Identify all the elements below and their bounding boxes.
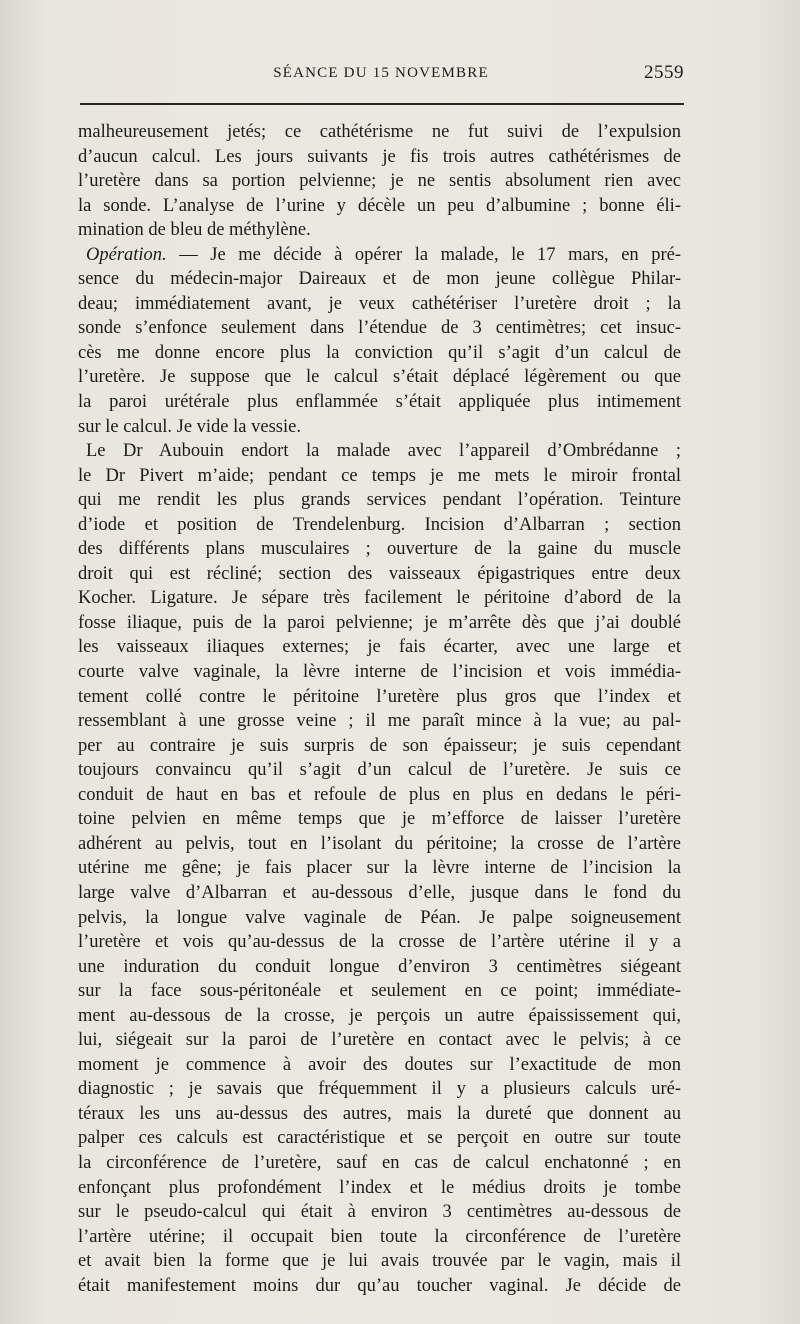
line-text: l’artère utérine; il occupait bien toute la circonférence de l’uretère (78, 1226, 681, 1247)
line-text: sonde s’enfonce seulement dans l’étendue de 3 centimètres; cet insuc- (78, 318, 681, 339)
text-line (78, 243, 681, 268)
line-text: per au contraire je suis surpris de son épaisseur; je suis cependant (78, 735, 681, 756)
line-text: — Je me décide à opérer la malade, le 17 mars, en pré- (166, 244, 681, 265)
line-text: ressemblant à une grosse veine ; il me paraît mince à la vue; au pal- (78, 711, 681, 732)
text-line (78, 635, 681, 660)
line-text: lui, siégeait sur la paroi de l’uretère en contact avec le pelvis; à ce (78, 1030, 681, 1051)
text-line (78, 267, 681, 292)
text-line (78, 1200, 681, 1225)
text-line (78, 955, 681, 980)
line-text: sur le calcul. Je vide la vessie. (78, 416, 301, 437)
line-text: mination de bleu de méthylène. (78, 220, 311, 241)
text-line (78, 832, 681, 857)
line-text: et avait bien la forme que je lui avais trouvée par le vagin, mais il (78, 1251, 681, 1272)
text-line (78, 1249, 681, 1274)
text-line (78, 1126, 681, 1151)
line-text: la circonférence de l’uretère, sauf en cas de calcul enchatonné ; en (78, 1152, 681, 1173)
running-head (78, 62, 684, 88)
text-line (78, 930, 681, 955)
text-line (78, 365, 681, 390)
line-text: droit qui est récliné; section des vaisseaux épigastriques entre deux (78, 563, 681, 584)
line-text: était manifestement moins dur qu’au toucher vaginal. Je décide de (78, 1275, 681, 1296)
text-line (78, 856, 681, 881)
line-text: sur le pseudo-calcul qui était à environ 3 centimètres au-dessous de (78, 1202, 681, 1223)
text-line (78, 611, 681, 636)
line-text: la sonde. L’analyse de l’urine y décèle un peu d’albumine ; bonne éli- (78, 195, 681, 216)
header-rule (80, 103, 684, 105)
line-text: l’uretère. Je suppose que le calcul s’était déplacé légèrement ou que (78, 367, 681, 388)
line-text: large valve d’Albarran et au-dessous d’elle, jusque dans le fond du (78, 882, 681, 903)
body-text (78, 120, 681, 1298)
section-lead: Opération. (86, 244, 167, 265)
line-text: téraux les uns au-dessus des autres, mais la dureté que donnent au (78, 1103, 681, 1124)
text-line (78, 439, 681, 464)
line-text: pelvis, la longue valve vaginale de Péan. Je palpe soigneusement (78, 907, 681, 928)
line-text: l’uretère dans sa portion pelvienne; je ne sentis absolument rien avec (78, 171, 681, 192)
text-line (78, 734, 681, 759)
text-line (78, 1176, 681, 1201)
text-line (78, 685, 681, 710)
text-line (78, 316, 681, 341)
text-line (78, 341, 681, 366)
line-text: deau; immédiatement avant, je veux cathétériser l’uretère droit ; la (78, 293, 681, 314)
line-text: moment je commence à avoir des doutes sur l’exactitude de mon (78, 1054, 681, 1075)
text-line (78, 390, 681, 415)
text-line (78, 709, 681, 734)
text-line (78, 292, 681, 317)
text-line (78, 979, 681, 1004)
line-text: utérine me gêne; je fais placer sur la lèvre interne de l’incision la (78, 858, 681, 879)
text-line (78, 1004, 681, 1029)
line-text: cès me donne encore plus la conviction qu’il s’agit d’un calcul de (78, 342, 681, 363)
text-line (78, 660, 681, 685)
text-line (78, 464, 681, 489)
line-text: toujours convaincu qu’il s’agit d’un calcul de l’uretère. Je suis ce (78, 760, 681, 781)
line-text: Le Dr Aubouin endort la malade avec l’appareil d’Ombrédanne ; (86, 441, 681, 462)
line-text: les vaisseaux iliaques externes; je fais écarter, avec une large et (78, 637, 681, 658)
text-line (78, 1102, 681, 1127)
line-text: enfonçant plus profondément l’index et le médius droits je tombe (78, 1177, 681, 1198)
text-line (78, 194, 681, 219)
text-line (78, 1053, 681, 1078)
line-text: la paroi urétérale plus enflammée s’était appliquée plus intimement (78, 392, 681, 413)
page-number: 2559 (644, 62, 684, 83)
line-text: palper ces calculs est caractéristique et se perçoit en outre sur toute (78, 1128, 681, 1149)
text-line (78, 562, 681, 587)
line-text: une induration du conduit longue d’environ 3 centimètres siégeant (78, 956, 681, 977)
text-line (78, 807, 681, 832)
text-line (78, 906, 681, 931)
line-text: conduit de haut en bas et refoule de plus en plus en dedans le péri- (78, 784, 681, 805)
text-line (78, 881, 681, 906)
text-line (78, 488, 681, 513)
text-line (78, 586, 681, 611)
line-text: ment au-dessous de la crosse, je perçois un autre épaississement qui, (78, 1005, 681, 1026)
line-text: le Dr Pivert m’aide; pendant ce temps je me mets le miroir frontal (78, 465, 681, 486)
text-line (78, 120, 681, 145)
line-text: toine pelvien en même temps que je m’efforce de laisser l’uretère (78, 809, 681, 830)
text-line (78, 218, 681, 243)
text-line (78, 1225, 681, 1250)
text-line (78, 1151, 681, 1176)
text-line (78, 758, 681, 783)
text-line (78, 1077, 681, 1102)
line-text: qui me rendit les plus grands services pendant l’opération. Teinture (78, 490, 681, 511)
text-line (78, 1274, 681, 1299)
text-line (78, 145, 681, 170)
line-text: d’iode et position de Trendelenburg. Incision d’Albarran ; section (78, 514, 681, 535)
line-text: sence du médecin-major Daireaux et de mon jeune collègue Philar- (78, 269, 681, 290)
line-text: adhérent au pelvis, tout en l’isolant du péritoine; la crosse de l’artère (78, 833, 681, 854)
line-text: fosse iliaque, puis de la paroi pelvienne; je m’arrête dès que j’ai doublé (78, 612, 681, 633)
text-line (78, 1028, 681, 1053)
line-text: sur la face sous-péritonéale et seulement en ce point; immédiate- (78, 981, 681, 1002)
line-text: l’uretère et vois qu’au-dessus de la crosse de l’artère utérine il y a (78, 932, 681, 953)
line-text: tement collé contre le péritoine l’uretère plus gros que l’index et (78, 686, 681, 707)
text-line (78, 415, 681, 440)
line-text: d’aucun calcul. Les jours suivants je fis trois autres cathétérismes de (78, 146, 681, 167)
text-line (78, 169, 681, 194)
line-text: diagnostic ; je savais que fréquemment il y a plusieurs calculs uré- (78, 1079, 681, 1100)
line-text: malheureusement jetés; ce cathétérisme ne fut suivi de l’expulsion (78, 122, 681, 142)
line-text: des différents plans musculaires ; ouverture de la gaine du muscle (78, 539, 681, 560)
line-text: Kocher. Ligature. Je sépare très facilement le péritoine d’abord de la (78, 588, 681, 609)
text-line (78, 513, 681, 538)
line-text: courte valve vaginale, la lèvre interne de l’incision et vois immédia- (78, 662, 681, 683)
text-line (78, 783, 681, 808)
text-line (78, 537, 681, 562)
running-title: SÉANCE DU 15 NOVEMBRE (273, 65, 489, 81)
